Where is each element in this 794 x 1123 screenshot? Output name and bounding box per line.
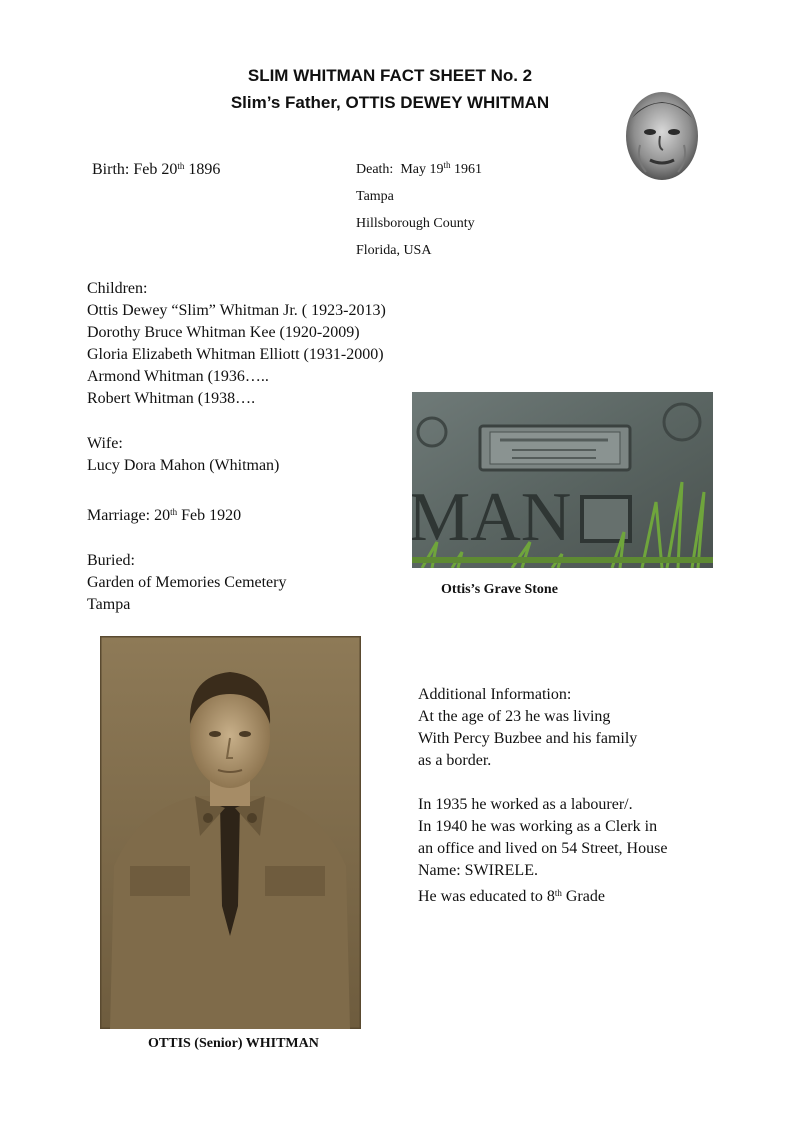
child-item: Armond Whitman (1936….. <box>87 368 269 385</box>
education-end: Grade <box>561 888 605 905</box>
child-item: Gloria Elizabeth Whitman Elliott (1931-2000) <box>87 346 384 363</box>
marriage-day-suffix: th <box>170 507 178 517</box>
birth-month: Feb <box>133 161 158 178</box>
child-item: Robert Whitman (1938…. <box>87 390 256 407</box>
death-place-line: Hillsborough County <box>356 216 475 231</box>
additional-line: an office and lived on 54 Street, House <box>418 840 668 857</box>
birth-day-suffix: th <box>177 161 185 171</box>
education-prefix: He was educated to 8 <box>418 888 555 905</box>
death-info <box>356 156 482 264</box>
additional-line: With Percy Buzbee and his family <box>418 730 638 747</box>
birth-year: 1896 <box>188 161 221 178</box>
children-label: Children: <box>87 280 148 297</box>
buried-line: Tampa <box>87 596 131 613</box>
additional-info-section <box>418 684 667 908</box>
death-year: 1961 <box>454 162 483 177</box>
additional-line: as a border. <box>418 752 492 769</box>
buried-line: Garden of Memories Cemetery <box>87 574 287 591</box>
birth-label: Birth: <box>92 161 130 178</box>
wife-name: Lucy Dora Mahon (Whitman) <box>87 457 280 474</box>
additional-line: At the age of 23 he was living <box>418 708 611 725</box>
additional-line: In 1935 he worked as a labourer/. <box>418 796 633 813</box>
education-suffix: th <box>554 888 562 898</box>
marriage-day: 20 <box>154 507 171 524</box>
page-title: SLIM WHITMAN FACT SHEET No. 2 <box>247 66 533 85</box>
soldier-photo <box>100 636 361 1029</box>
marriage-date-rest: Feb 1920 <box>181 507 242 524</box>
portrait-photo <box>622 90 702 185</box>
buried-label: Buried: <box>87 552 135 569</box>
soldier-caption: OTTIS (Senior) WHITMAN <box>148 1036 319 1051</box>
marriage-label: Marriage: <box>87 507 151 524</box>
buried-section <box>87 550 286 616</box>
death-day-suffix: th <box>443 160 451 170</box>
grave-plaque-letters: MAN <box>412 479 572 556</box>
child-item: Ottis Dewey “Slim” Whitman Jr. ( 1923-2013) <box>87 302 386 319</box>
education-line <box>418 886 667 908</box>
grave-stone-photo <box>412 392 713 568</box>
marriage-info <box>87 505 241 527</box>
death-label: Death: <box>356 162 394 177</box>
additional-heading: Additional Information: <box>418 686 572 703</box>
page-subtitle: Slim’s Father, OTTIS DEWEY WHITMAN <box>230 93 550 112</box>
grave-caption: Ottis’s Grave Stone <box>441 582 558 597</box>
additional-line: In 1940 he was working as a Clerk in <box>418 818 658 835</box>
wife-section <box>87 433 279 477</box>
death-place-line: Tampa <box>356 189 394 204</box>
death-day: 19 <box>429 162 444 177</box>
child-item: Dorothy Bruce Whitman Kee (1920-2009) <box>87 324 360 341</box>
wife-label: Wife: <box>87 435 123 452</box>
death-place-line: Florida, USA <box>356 243 432 258</box>
children-section <box>87 278 386 410</box>
birth-day: 20 <box>161 161 178 178</box>
death-month: May <box>400 162 426 177</box>
birth-info <box>92 161 220 179</box>
additional-line: Name: SWIRELE. <box>418 862 538 879</box>
